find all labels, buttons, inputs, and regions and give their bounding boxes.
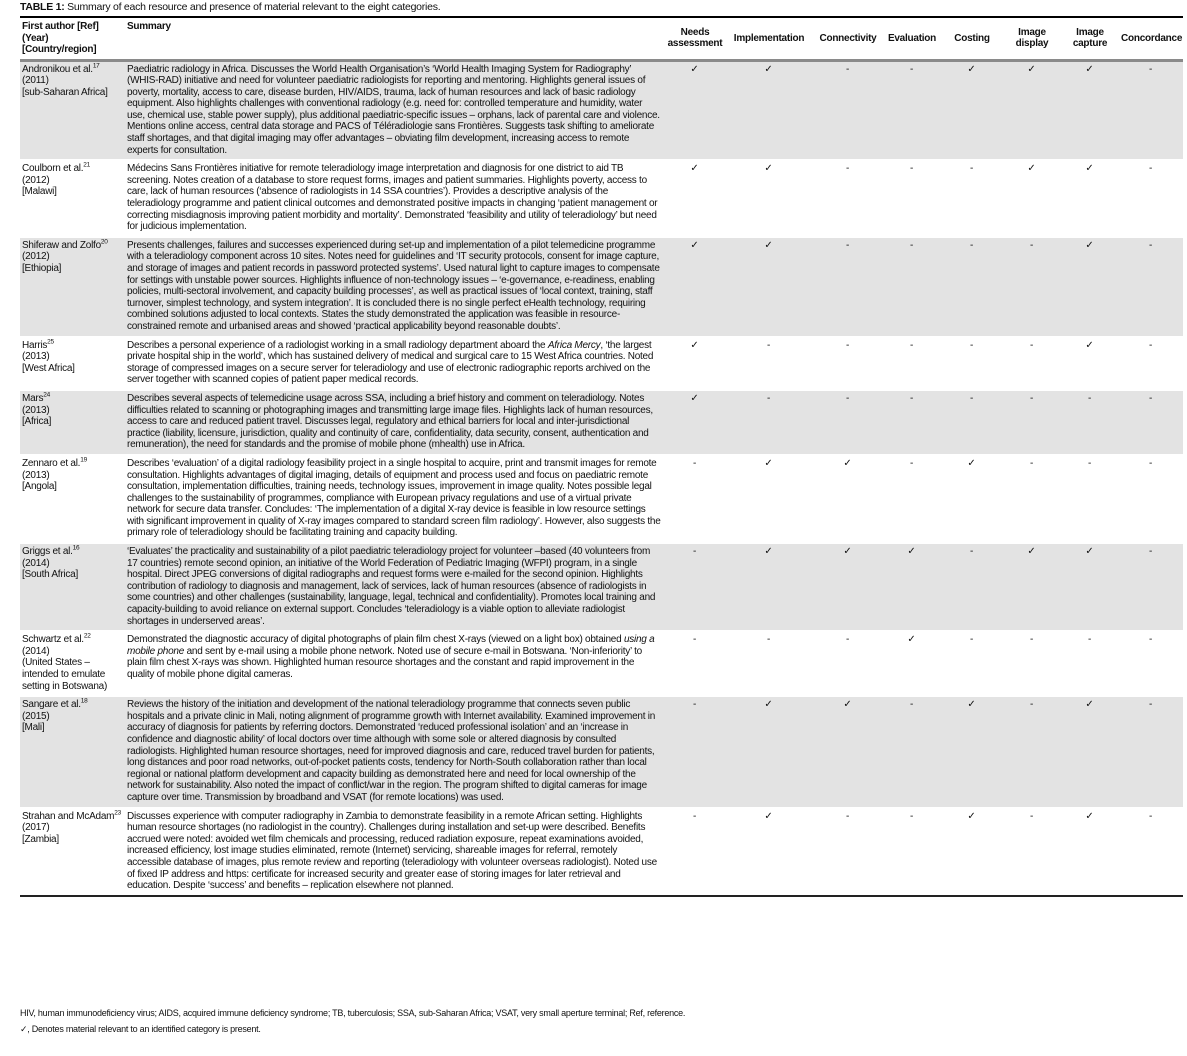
- evaluation-mark: -: [883, 60, 941, 160]
- connectivity-mark: -: [813, 390, 883, 455]
- needs-assessment-mark: ✓: [665, 160, 725, 237]
- implementation-mark: ✓: [725, 696, 813, 807]
- evaluation-mark: -: [883, 337, 941, 390]
- table-row: [20, 60, 1183, 160]
- evaluation-mark: ✓: [883, 543, 941, 631]
- author-text: Coulborn et al.: [22, 163, 84, 175]
- image-capture-mark: ✓: [1061, 160, 1119, 237]
- image-display-mark: -: [1003, 390, 1061, 455]
- costing-mark: ✓: [941, 60, 1003, 160]
- author-cell: [20, 696, 125, 807]
- table-caption: [20, 1, 440, 13]
- connectivity-mark: ✓: [813, 543, 883, 631]
- implementation-mark: ✓: [725, 237, 813, 337]
- author-name: [22, 240, 122, 252]
- summary-text: ‘Evaluates’ the practicality and sustainability of a pilot paediatric teleradiology project for volunteer –based (40 volunteers from 17 countries) remote second opinion, an initiative of the World Federation of Pediatric Imaging (WFPI) program, in a single hospital. Direct JPEG conversions of digital radiographs and request forms were e-mailed for the second opinion. Highlights contribution of radiology to diagnosis and management, lack of services, lack of human resources (absence of radiologists in some countries) and other challenges (sustainability, language, legal, technical and confidentiality). Promotes local training and capacity-building to avoid reliance on external support. Concludes ‘teleradiology is a viable option to alleviate radiologist shortages in underserved areas’.: [127, 546, 656, 627]
- image-capture-mark: -: [1061, 390, 1119, 455]
- summary-text: Discusses experience with computer radiography in Zambia to demonstrate feasibility in a remote African setting. Highlights human resource shortages (no radiologist in the country). Challenges during installation and set-up were described. Benefits accrued were noted: avoided wet film chemicals and processing, reduced radiation exposure, repeat examinations avoided, increased efficiency, lost image studies eliminated, remote (Internet) servicing, shareable images for referral, remotely accessible database of images, plus remote review and reporting (teleradiology with volunteer overseas radiologist). Noted use of fixed IP address and https: certificate for increased security and greater ease of storing images for later retrieval and education. Despite ‘success’ and benefits – replication elsewhere not planned.: [127, 810, 657, 892]
- image-capture-mark: ✓: [1061, 543, 1119, 631]
- summary-cell: [125, 455, 665, 543]
- table-row: [20, 631, 1183, 696]
- implementation-mark: -: [725, 631, 813, 696]
- needs-assessment-mark: ✓: [665, 337, 725, 390]
- author-region: [Malawi]: [22, 186, 57, 198]
- author-name: [22, 811, 122, 823]
- summary-cell: [125, 160, 665, 237]
- reference-number: 22: [83, 632, 91, 640]
- author-name: [22, 393, 122, 405]
- connectivity-mark: -: [813, 160, 883, 237]
- connectivity-mark: -: [813, 237, 883, 337]
- author-region: [sub-Saharan Africa]: [22, 86, 108, 98]
- summary-cell: [125, 60, 665, 160]
- author-year: (2013): [22, 351, 50, 363]
- author-region: [Zambia]: [22, 833, 59, 845]
- author-text: Griggs et al.: [22, 546, 73, 558]
- author-cell: [20, 631, 125, 696]
- header-summary: Summary: [125, 17, 665, 60]
- author-cell: [20, 455, 125, 543]
- needs-assessment-mark: ✓: [665, 237, 725, 337]
- evaluation-mark: -: [883, 455, 941, 543]
- author-region: (United States – intended to emulate setting in Botswana): [22, 657, 108, 692]
- reference-number: 23: [114, 809, 121, 817]
- image-display-mark: -: [1003, 808, 1061, 896]
- table-row: [20, 337, 1183, 390]
- summary-text: Médecins Sans Frontières initiative for remote teleradiology image interpretation and diagnosis for one district to aid TB screening. Notes creation of a database to store request forms, images and patient summaries. Highlights poverty, access to care, lack of human resources (‘absence of radiologists in 14 SSA countries’). Provides a descriptive analysis of the teleradiology programme and patient clinical outcomes and demonstrated positive impacts in changing ‘patient management or correcting misdiagnosis improving patient morbidity and mortality’. Demonstrated ‘feasibility and utility of teleradiology’ but need for judicious implementation.: [127, 163, 658, 233]
- connectivity-mark: -: [813, 808, 883, 896]
- summary-cell: [125, 696, 665, 807]
- footnote-checkmark: ✓, Denotes material relevant to an identified category is present.: [20, 1024, 261, 1034]
- connectivity-mark: ✓: [813, 696, 883, 807]
- summary-cell: [125, 808, 665, 896]
- summary-text: Demonstrated the diagnostic accuracy of digital photographs of plain film chest X-rays (viewed on a light box) obtained: [127, 634, 624, 646]
- costing-mark: -: [941, 337, 1003, 390]
- summary-text: Describes several aspects of telemedicine usage across SSA, including a brief history and comment on teleradiology. Notes difficulties related to scanning or photographing images and transmitting large image files. Highlights lack of human resources, access to care and reduced patient travel. Discusses legal, regulatory and ethical barriers for local and inter-jurisdictional practice (liability, licensure, jurisdiction, quality and continuity of care, confidentiality, data security, consent, authentication and remuneration), the need for standards and the promise of mobile phone (mhealth) use in Africa.: [127, 392, 653, 451]
- summary-cell: [125, 390, 665, 455]
- concordance-mark: -: [1119, 390, 1183, 455]
- implementation-mark: ✓: [725, 808, 813, 896]
- needs-assessment-mark: -: [665, 455, 725, 543]
- concordance-mark: -: [1119, 160, 1183, 237]
- image-capture-mark: ✓: [1061, 60, 1119, 160]
- author-year: (2013): [22, 404, 50, 416]
- author-text: Mars: [22, 392, 44, 404]
- summary-table: [20, 16, 1183, 897]
- author-cell: [20, 60, 125, 160]
- image-display-mark: ✓: [1003, 160, 1061, 237]
- summary-italic: using a mobile phone: [127, 634, 655, 657]
- costing-mark: -: [941, 543, 1003, 631]
- image-capture-mark: ✓: [1061, 808, 1119, 896]
- image-display-mark: -: [1003, 631, 1061, 696]
- table-label: TABLE 1:: [20, 1, 65, 13]
- summary-text: Paediatric radiology in Africa. Discusses the World Health Organisation’s ‘World Health Imaging System for Radiography’ (WHIS-RAD) initiative and need for volunteer paediatric radiologists for reporting and mentoring. Highlights general issues of poverty, mortality, access to care, disease burden, HIV/AIDS, trauma, lack of human resources and lack of basic radiology equipment. Also highlights challenges with conventional radiology (e.g. need for: controlled temperature and humidity, water use, chemical use, stable power supply), plus additional paediatric-specific issues – orphans, lack of parental care and violence. Mentions online access, central data storage and PACS of Téléradiologie sans Frontières. Suggests task shifting to ameliorate staff shortages, and that digital imaging may offer advantages – obviating film development, increasing access to remote experts for consultation.: [127, 63, 660, 156]
- author-year: (2014): [22, 557, 50, 569]
- table-row: [20, 808, 1183, 896]
- connectivity-mark: ✓: [813, 455, 883, 543]
- image-capture-mark: ✓: [1061, 337, 1119, 390]
- author-name: [22, 458, 122, 470]
- concordance-mark: -: [1119, 696, 1183, 807]
- author-cell: [20, 237, 125, 337]
- costing-mark: -: [941, 390, 1003, 455]
- evaluation-mark: -: [883, 160, 941, 237]
- author-cell: [20, 808, 125, 896]
- image-display-mark: ✓: [1003, 60, 1061, 160]
- author-text: Zennaro et al.: [22, 457, 81, 469]
- header-costing: Costing: [941, 17, 1003, 60]
- implementation-mark: ✓: [725, 455, 813, 543]
- evaluation-mark: -: [883, 390, 941, 455]
- connectivity-mark: -: [813, 337, 883, 390]
- author-name: [22, 340, 122, 352]
- image-display-mark: -: [1003, 337, 1061, 390]
- header-author: [20, 17, 125, 60]
- table-row: [20, 390, 1183, 455]
- header-author-line: First author [Ref]: [22, 21, 99, 32]
- header-implementation: Implementation: [725, 17, 813, 60]
- implementation-mark: ✓: [725, 543, 813, 631]
- summary-text: Describes ‘evaluation’ of a digital radiology feasibility project in a single hospital to acquire, print and transmit images for remote consultation. Highlights advantages of digital imaging, details of equipment and process used and focus on paediatric remote consultation, implementation difficulties, training needs, technology issues, improvement in image quality. Notes possible legal challenges to the sustainability of programmes, compliance with European privacy regulations and use of a virtual private network for secure data transfer. Concludes: ‘The implementation of a digital X-ray device is feasible in low resource settings with significant improvement in quality of X-ray images compared to standard screen film radiology’. However, also suggests the primary role of teleradiology should be facilitating training and capacity building.: [127, 457, 661, 539]
- author-name: [22, 699, 122, 711]
- concordance-mark: -: [1119, 543, 1183, 631]
- costing-mark: ✓: [941, 696, 1003, 807]
- header-row: [20, 17, 1183, 60]
- table-row: [20, 696, 1183, 807]
- author-name: [22, 163, 122, 175]
- author-region: [Ethiopia]: [22, 263, 62, 274]
- author-text: Strahan and McAdam: [22, 810, 115, 822]
- reference-number: 24: [43, 391, 50, 399]
- evaluation-mark: -: [883, 808, 941, 896]
- reference-number: 19: [80, 456, 87, 464]
- author-year: (2014): [22, 645, 50, 657]
- image-capture-mark: -: [1061, 455, 1119, 543]
- costing-mark: -: [941, 160, 1003, 237]
- header-concordance: Concordance: [1119, 17, 1183, 60]
- author-cell: [20, 337, 125, 390]
- evaluation-mark: -: [883, 237, 941, 337]
- reference-number: 18: [80, 697, 88, 705]
- author-year: (2012): [22, 251, 50, 263]
- table-row: [20, 543, 1183, 631]
- concordance-mark: -: [1119, 337, 1183, 390]
- implementation-mark: -: [725, 390, 813, 455]
- author-region: [West Africa]: [22, 362, 75, 374]
- author-year: (2017): [22, 822, 50, 834]
- header-region-line: [Country/region]: [22, 44, 97, 55]
- author-region: [Africa]: [22, 416, 52, 428]
- header-needs-assessment: Needs assessment: [665, 17, 725, 60]
- connectivity-mark: -: [813, 60, 883, 160]
- author-text: Schwartz et al.: [22, 634, 84, 646]
- summary-cell: [125, 631, 665, 696]
- header-connectivity: Connectivity: [813, 17, 883, 60]
- evaluation-mark: ✓: [883, 631, 941, 696]
- header-image-display: Image display: [1003, 17, 1061, 60]
- reference-number: 16: [72, 544, 80, 552]
- costing-mark: -: [941, 237, 1003, 337]
- needs-assessment-mark: ✓: [665, 390, 725, 455]
- author-text: Harris: [22, 339, 48, 351]
- concordance-mark: -: [1119, 60, 1183, 160]
- header-year-line: (Year): [22, 32, 49, 44]
- needs-assessment-mark: -: [665, 631, 725, 696]
- image-display-mark: -: [1003, 696, 1061, 807]
- author-cell: [20, 543, 125, 631]
- table-row: [20, 160, 1183, 237]
- image-capture-mark: -: [1061, 631, 1119, 696]
- table-title: Summary of each resource and presence of material relevant to the eight categories.: [64, 1, 441, 13]
- reference-number: 17: [92, 62, 100, 70]
- author-year: (2013): [22, 469, 50, 481]
- summary-text: Describes a personal experience of a radiologist working in a small radiology department aboard the: [127, 339, 548, 351]
- needs-assessment-mark: -: [665, 543, 725, 631]
- author-name: [22, 634, 122, 646]
- concordance-mark: -: [1119, 237, 1183, 337]
- table-body: [20, 60, 1183, 896]
- reference-number: 25: [47, 338, 54, 346]
- author-region: [Angola]: [22, 481, 57, 493]
- summary-text: Presents challenges, failures and successes experienced during set-up and implementation of a pilot telemedicine programme with a teleradiology component across 10 sites. Notes need for guidelines and ‘IT security protocols, consent for image capture, and storage of images and patient records in password protected systems’. Used natural light to capture images to compensate for settings with unstable power sources. Highlights influence of non-technology issues – ‘e-governance, e-readiness, enabling policies, multi-sectoral involvement, and capacity building processes’, as well as practical issues of ‘local context, training, staff turnover, simplest technology, and system integration’. It is concluded there is no single perfect eHealth technology, requiring combined solutions adjusted to local contexts. States the study demonstrated the application was feasible in resource-constrained remote and urbanised areas and showed ‘practical applicability beyond reasonable doubts’.: [127, 239, 660, 332]
- implementation-mark: ✓: [725, 60, 813, 160]
- author-year: (2012): [22, 174, 50, 186]
- concordance-mark: -: [1119, 808, 1183, 896]
- footnote-abbreviations: HIV, human immunodeficiency virus; AIDS, acquired immune deficiency syndrome; TB, tuberculosis; SSA, sub-Saharan Africa; VSAT, very small aperture terminal; Ref, reference.: [20, 1008, 686, 1018]
- image-display-mark: ✓: [1003, 543, 1061, 631]
- table-row: [20, 455, 1183, 543]
- costing-mark: -: [941, 631, 1003, 696]
- author-text: Shiferaw and Zolfo: [22, 239, 101, 251]
- author-region: [South Africa]: [22, 569, 78, 581]
- evaluation-mark: -: [883, 696, 941, 807]
- implementation-mark: ✓: [725, 160, 813, 237]
- connectivity-mark: -: [813, 631, 883, 696]
- summary-cell: [125, 237, 665, 337]
- summary-cell: [125, 543, 665, 631]
- header-image-capture: Image capture: [1061, 17, 1119, 60]
- author-year: (2011): [22, 75, 49, 87]
- costing-mark: ✓: [941, 455, 1003, 543]
- summary-text: , ‘the largest private hospital ship in the world’, which has sustained delivery of medical and surgical care to 15 West Africa countries. Noted storage of compressed images on a secure server for teleradiology and use of electronic radiographic reports archived on the server together with scanned copies of patient paper medical records.: [127, 339, 654, 386]
- reference-number: 20: [100, 238, 108, 246]
- header-evaluation: Evaluation: [883, 17, 941, 60]
- author-name: [22, 64, 122, 76]
- table-row: [20, 237, 1183, 337]
- author-cell: [20, 390, 125, 455]
- author-name: [22, 546, 122, 558]
- image-capture-mark: ✓: [1061, 237, 1119, 337]
- author-text: Sangare et al.: [22, 699, 81, 711]
- author-year: (2015): [22, 710, 50, 722]
- summary-text: Reviews the history of the initiation and development of the national teleradiology programme that connects seven public hospitals and a private clinic in Mali, noting alignment of programme growth with Internet availability. Examined improvement in accuracy of diagnosis for patients by referring doctors. Demonstrated ‘reduced professional isolation’ and an ‘increase in confidence and diagnostic ability’ of local doctors over time although with some sole or altered diagnosis by consulted radiologists. Highlighted human resource shortages, need for improved diagnosis and care, reduced travel burden for patients, long distances and poor road networks, out-of-pocket patients costs, tendency for North-South collaboration rather than local regional or national platform development and capacity building as demonstrated here and need for local ownership of the network for sustainability. Also noted the impact of conflict/war in the region. The program shifted to digital cameras for image capture over time. Transmission by broadband and VSAT (for remote locations) was used.: [127, 699, 656, 803]
- summary-italic: Africa Mercy: [547, 339, 601, 351]
- author-region: [Mali]: [22, 722, 45, 734]
- summary-text: and sent by e-mail using a mobile phone network. Noted use of secure e-mail in Botswana. ‘Non-inferiority’ to plain film chest X-rays was shown. Highlighted human resource shortages and the constant and rapid improvement in the quality of mobile phone digital cameras.: [127, 645, 642, 680]
- reference-number: 21: [83, 161, 91, 169]
- needs-assessment-mark: -: [665, 696, 725, 807]
- summary-cell: [125, 337, 665, 390]
- costing-mark: ✓: [941, 808, 1003, 896]
- image-display-mark: -: [1003, 237, 1061, 337]
- concordance-mark: -: [1119, 631, 1183, 696]
- image-capture-mark: ✓: [1061, 696, 1119, 807]
- image-display-mark: -: [1003, 455, 1061, 543]
- needs-assessment-mark: ✓: [665, 60, 725, 160]
- needs-assessment-mark: -: [665, 808, 725, 896]
- author-text: Andronikou et al.: [22, 63, 93, 75]
- implementation-mark: -: [725, 337, 813, 390]
- concordance-mark: -: [1119, 455, 1183, 543]
- author-cell: [20, 160, 125, 237]
